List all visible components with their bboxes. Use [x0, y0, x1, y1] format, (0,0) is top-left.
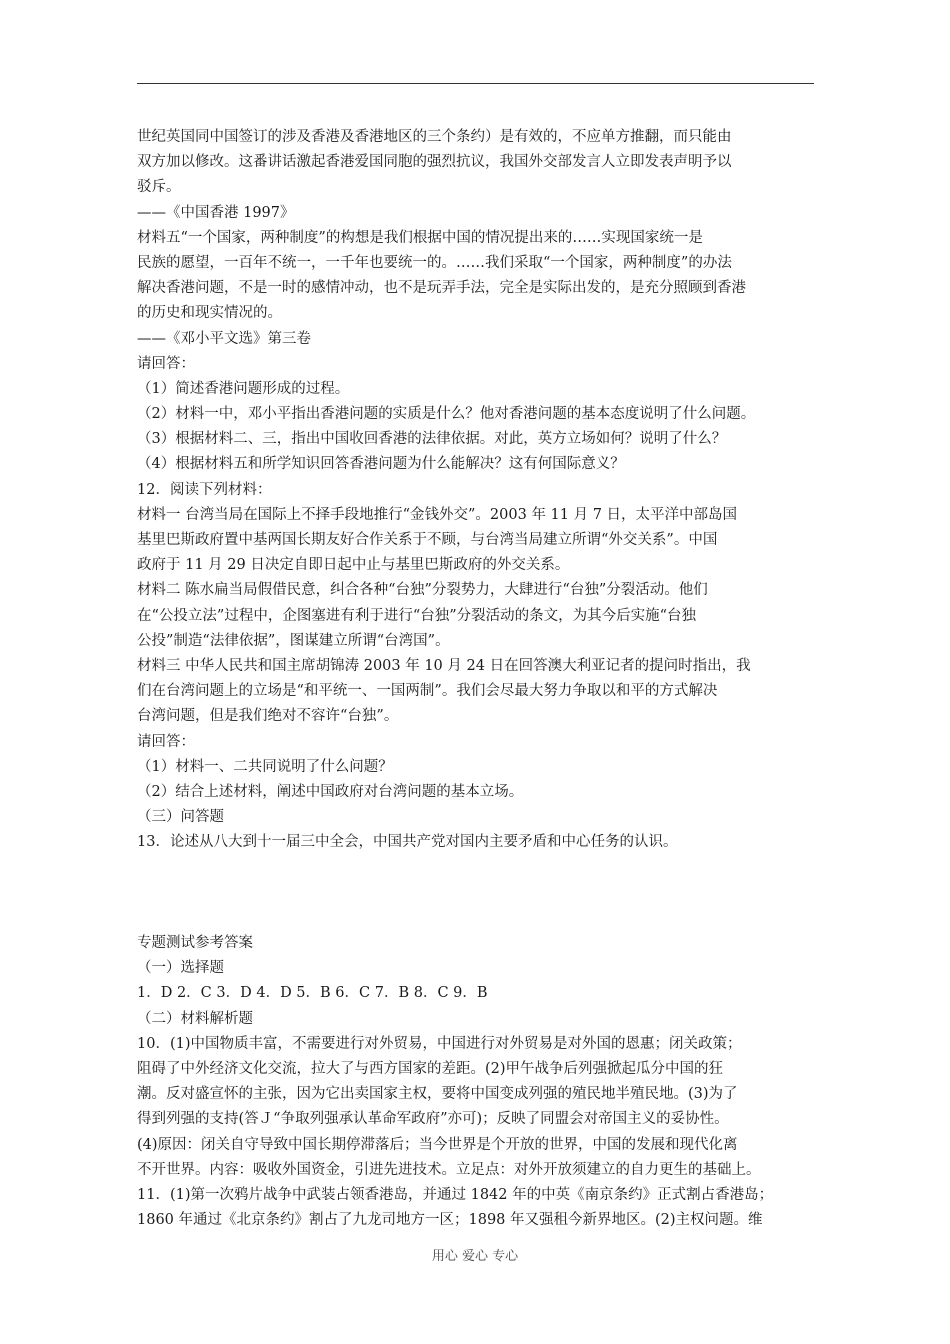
question-text-line: （2）材料一中，邓小平指出香港问题的实质是什么？他对香港问题的基本态度说明了什么问题。 — [137, 406, 756, 423]
question-text-line: 解决香港问题，不是一时的感情冲动，也不是玩弄手法，完全是实际出发的，是充分照顾到香港 — [137, 280, 746, 297]
question-text-line: 公投”制造“法律依据”，图谋建立所谓“台湾国”。 — [137, 632, 450, 649]
answer-text-line: 不开世界。内容：吸收外国资金，引进先进技术。立足点：对外开放须建立的自力更生的基础上。 — [137, 1161, 761, 1178]
question-text-line: （1）材料一、二共同说明了什么问题？ — [137, 758, 393, 775]
question-text-line: 请回答： — [137, 733, 195, 750]
question-text-line: 的历史和现实情况的。 — [137, 305, 282, 322]
question-text-line: 民族的愿望，一百年不统一，一千年也要统一的。……我们采取“一个国家，两种制度”的办法 — [137, 254, 732, 271]
answer-text-line: 潮。反对盛宣怀的主张，因为它出卖国家主权，要将中国变成列强的殖民地半殖民地。(3)为了 — [137, 1086, 738, 1103]
question-text-line: 们在台湾问题上的立场是“和平统一、一国两制”。我们会尽最大努力争取以和平的方式解决 — [137, 683, 718, 700]
question-text-line: ——《中国香港 1997》 — [137, 204, 295, 221]
answer-text-line: 1．D 2．C 3．D 4．D 5．B 6．C 7．B 8．C 9．B — [137, 985, 488, 1002]
question-text-line: ——《邓小平文选》第三卷 — [137, 330, 311, 347]
section-gap — [137, 855, 819, 931]
question-text-line: 世纪英国同中国签订的涉及香港及香港地区的三个条约）是有效的，不应单方推翻，而只能由 — [137, 129, 732, 145]
question-text-line: （4）根据材料五和所学知识回答香港问题为什么能解决？这有何国际意义？ — [137, 456, 625, 473]
questions-section — [137, 125, 819, 855]
question-text-line: 13．论述从八大到十一届三中全会，中国共产党对国内主要矛盾和中心任务的认识。 — [137, 834, 678, 851]
page-footer: 用心 爱心 专心 — [431, 1249, 519, 1264]
question-text-line: 驳斥。 — [137, 179, 181, 196]
answer-text-line: （二）材料解析题 — [137, 1010, 253, 1027]
question-text-line: 政府于 11 月 29 日决定自即日起中止与基里巴斯政府的外交关系。 — [137, 557, 570, 574]
question-text-line: （1）简述香港问题形成的过程。 — [137, 380, 350, 397]
question-text-line: （2）结合上述材料，阐述中国政府对台湾问题的基本立场。 — [137, 783, 524, 800]
question-text-line: 台湾问题，但是我们绝对不容许“台独”。 — [137, 708, 399, 725]
question-text-line: 材料三 中华人民共和国主席胡锦涛 2003 年 10 月 24 日在回答澳大利亚记者的提问时指出，我 — [137, 657, 751, 674]
question-text-line: 在“公投立法”过程中，企图塞进有利于进行“台独”分裂活动的条文，为其今后实施“台独 — [137, 607, 697, 624]
answer-text-line: (4)原因：闭关自守导致中国长期停滞落后；当今世界是个开放的世界，中国的发展和现代化离 — [137, 1136, 738, 1153]
document-body — [137, 125, 819, 1233]
question-text-line: 材料五“一个国家，两种制度”的构想是我们根据中国的情况提出来的……实现国家统一是 — [137, 229, 703, 246]
question-text-line: 请回答： — [137, 355, 195, 372]
question-text-line: 材料二 陈水扁当局假借民意，纠合各种“台独”分裂势力，大肆进行“台独”分裂活动。他们 — [137, 582, 708, 599]
answer-text-line: 阻碍了中外经济文化交流，拉大了与西方国家的差距。(2)甲午战争后列强掀起瓜分中国的狂 — [137, 1060, 724, 1077]
question-text-line: 12．阅读下列材料： — [137, 481, 272, 498]
answer-text-line: 专题测试参考答案 — [137, 935, 253, 952]
question-text-line: （三）问答题 — [137, 809, 224, 826]
answer-text-line: 得到列强的支持(答Ｊ“争取列强承认革命军政府”亦可)；反映了同盟会对帝国主义的妥协性。 — [137, 1111, 729, 1128]
answer-text-line: 1860 年通过《北京条约》割占了九龙司地方一区；1898 年又强租今新界地区。(2)主权问题。维 — [137, 1212, 763, 1229]
question-text-line: 材料一 台湾当局在国际上不择手段地推行“金钱外交”。2003 年 11 月 7 日，太平洋中部岛国 — [137, 506, 738, 523]
question-text-line: 双方加以修改。这番讲话激起香港爱国同胞的强烈抗议，我国外交部发言人立即发表声明予以 — [137, 154, 732, 171]
question-text-line: （3）根据材料二、三，指出中国收回香港的法律依据。对此，英方立场如何？说明了什么？ — [137, 431, 727, 448]
answer-text-line: （一）选择题 — [137, 960, 224, 977]
answers-section — [137, 931, 819, 1233]
answer-text-line: 10．(1)中国物质丰富，不需要进行对外贸易，中国进行对外贸易是对外国的恩惠；闭关政策； — [137, 1035, 742, 1052]
question-text-line: 基里巴斯政府置中基两国长期友好合作关系于不顾，与台湾当局建立所谓“外交关系”。中国 — [137, 532, 718, 548]
header-rule — [137, 83, 814, 84]
answer-text-line: 11．(1)第一次鸦片战争中武装占领香港岛，并通过 1842 年的中英《南京条约》正式割占香港岛； — [137, 1186, 774, 1203]
